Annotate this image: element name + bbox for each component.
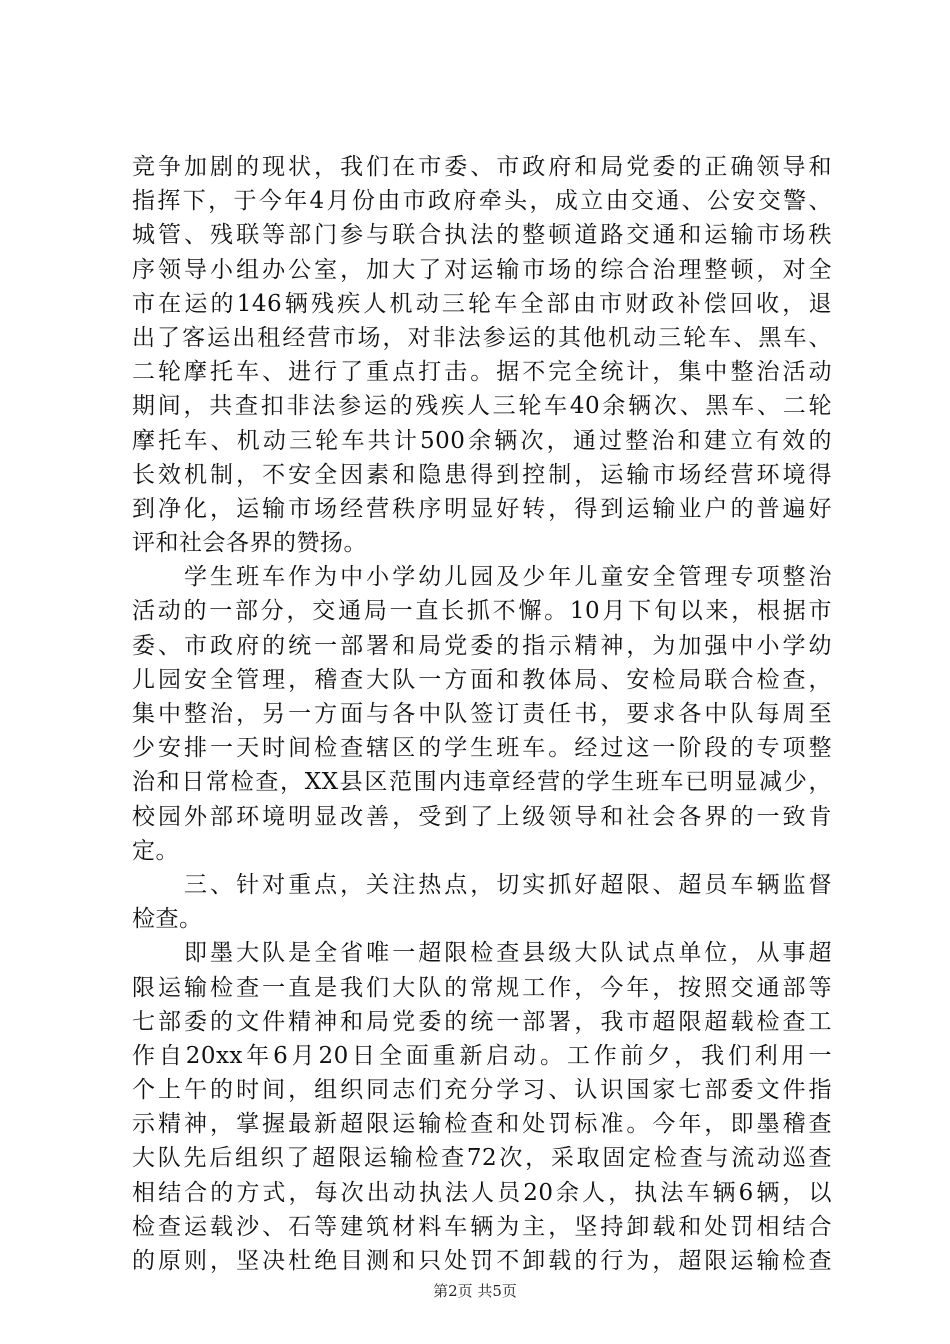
- text-line: 三、针对重点，关注热点，切实抓好超限、超员车辆监督: [132, 871, 832, 898]
- text-line: 大队先后组织了超限运输检查72次，采取固定检查与流动巡查: [132, 1145, 832, 1172]
- text-line: 出了客运出租经营市场，对非法参运的其他机动三轮车、黑车、: [132, 324, 832, 351]
- text-line: 评和社会各界的赞扬。: [132, 530, 367, 557]
- text-line: 定。: [132, 837, 179, 864]
- text-line: 期间，共查扣非法参运的残疾人三轮车40余辆次、黑车、二轮: [132, 393, 832, 420]
- paragraph-4: [132, 936, 832, 1278]
- text-line: 长效机制，不安全因素和隐患得到控制，运输市场经营环境得: [132, 461, 832, 488]
- text-line: 限运输检查一直是我们大队的常规工作，今年，按照交通部等: [132, 974, 832, 1001]
- text-line: 学生班车作为中小学幼儿园及少年儿童安全管理专项整治: [132, 564, 832, 591]
- text-line: 序领导小组办公室，加大了对运输市场的综合治理整顿，对全: [132, 256, 832, 283]
- text-line: 摩托车、机动三轮车共计500余辆次，通过整治和建立有效的: [132, 427, 832, 454]
- text-line: 检查。: [132, 906, 203, 933]
- text-line: 市在运的146辆残疾人机动三轮车全部由市财政补偿回收，退: [132, 290, 832, 317]
- text-line: 指挥下，于今年4月份由市政府牵头，成立由交通、公安交警、: [132, 188, 832, 215]
- text-line: 儿园安全管理，稽查大队一方面和教体局、安检局联合检查，: [132, 666, 832, 693]
- text-line: 到净化，运输市场经营秩序明显好转，得到运输业户的普遍好: [132, 495, 832, 522]
- document-body: [132, 150, 832, 1278]
- text-line: 相结合的方式，每次出动执法人员20余人，执法车辆6辆，以: [132, 1179, 832, 1206]
- page-number-footer: 第2页 共5页: [433, 1282, 517, 1300]
- text-line: 个上午的时间，组织同志们充分学习、认识国家七部委文件指: [132, 1077, 832, 1104]
- text-line: 治和日常检查，XX县区范围内违章经营的学生班车已明显减少，: [132, 769, 832, 796]
- text-line: 城管、残联等部门参与联合执法的整顿道路交通和运输市场秩: [132, 222, 832, 249]
- text-line: 活动的一部分，交通局一直长抓不懈。10月下旬以来，根据市: [132, 598, 832, 625]
- text-line: 的原则，坚决杜绝目测和只处罚不卸载的行为，超限运输检查: [132, 1248, 832, 1274]
- text-line: 少安排一天时间检查辖区的学生班车。经过这一阶段的专项整: [132, 735, 832, 762]
- text-line: 七部委的文件精神和局党委的统一部署，我市超限超载检查工: [132, 1008, 832, 1035]
- text-line: 校园外部环境明显改善，受到了上级领导和社会各界的一致肯: [132, 803, 832, 830]
- text-line: 作自20xx年6月20日全面重新启动。工作前夕，我们利用一: [132, 1042, 832, 1069]
- text-line: 二轮摩托车、进行了重点打击。据不完全统计，集中整治活动: [132, 359, 832, 386]
- paragraph-1: [132, 150, 832, 560]
- paragraph-2: [132, 560, 832, 868]
- text-line: 集中整治，另一方面与各中队签订责任书，要求各中队每周至: [132, 701, 832, 727]
- text-line: 委、市政府的统一部署和局党委的指示精神，为加强中小学幼: [132, 632, 832, 659]
- text-line: 即墨大队是全省唯一超限检查县级大队试点单位，从事超: [132, 940, 832, 967]
- text-line: 示精神，掌握最新超限运输检查和处罚标准。今年，即墨稽查: [132, 1111, 832, 1138]
- section-heading-3: [132, 868, 832, 936]
- text-line: 竞争加剧的现状，我们在市委、市政府和局党委的正确领导和: [132, 154, 832, 180]
- text-line: 检查运载沙、石等建筑材料车辆为主，坚持卸载和处罚相结合: [132, 1213, 832, 1240]
